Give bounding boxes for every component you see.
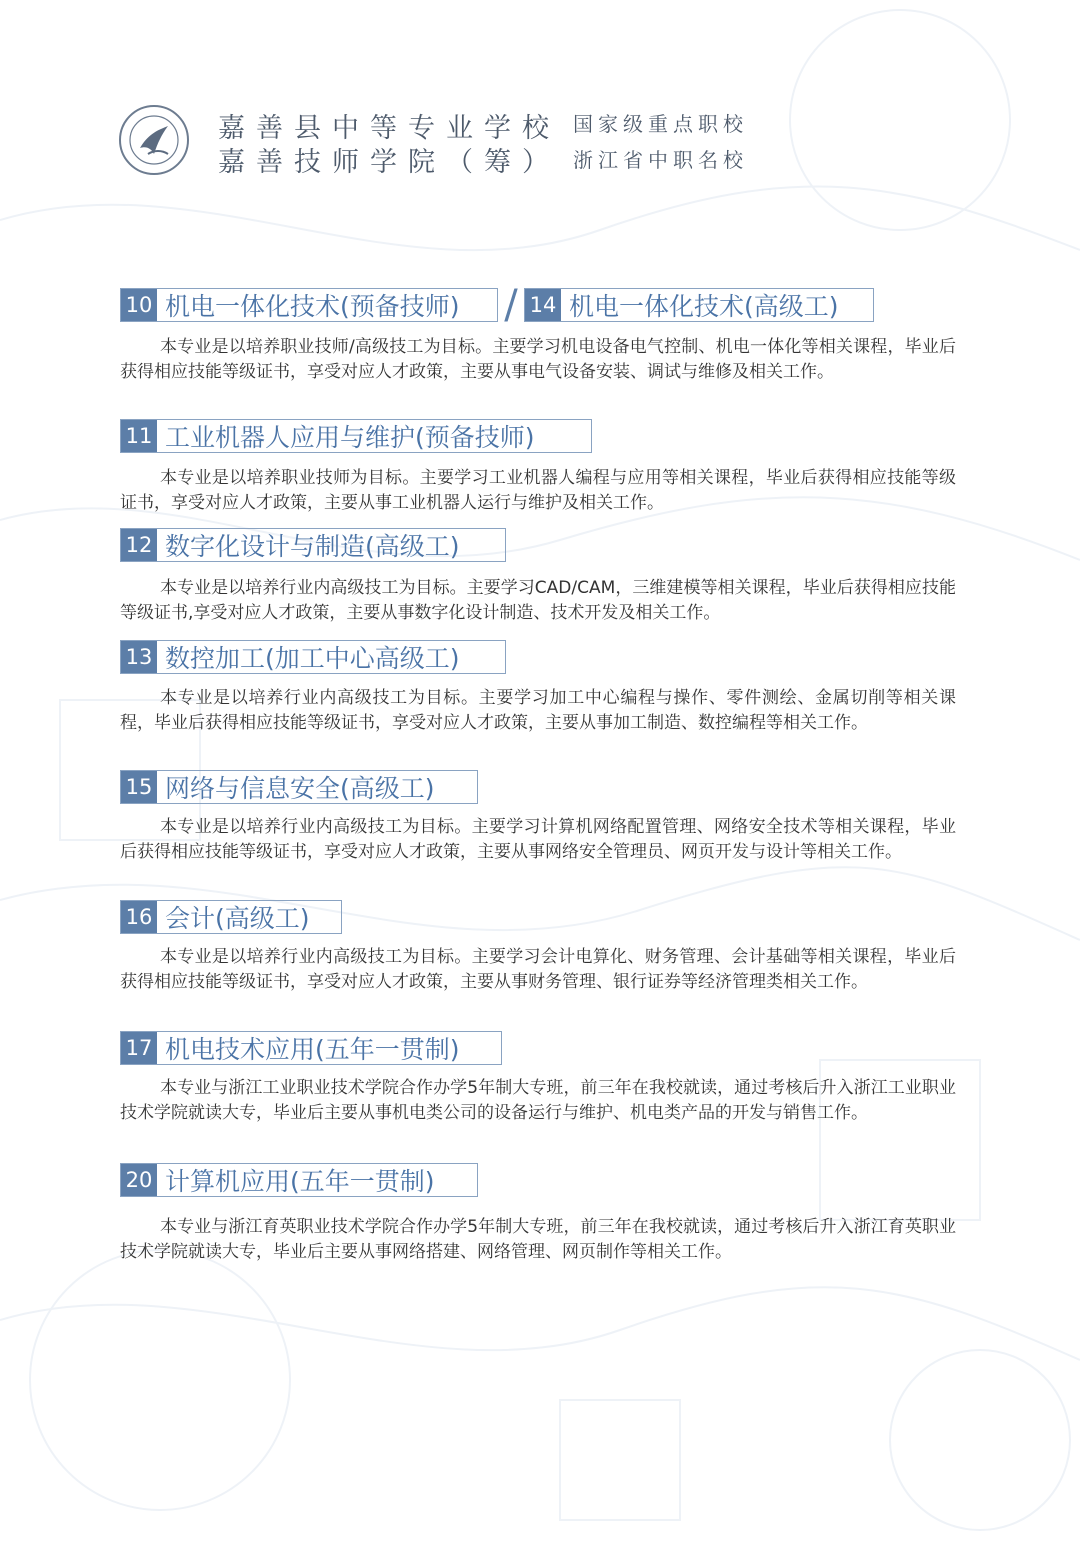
honor-national-key: 国家级重点职校 bbox=[573, 112, 748, 136]
section-title-text: 计算机应用(五年一贯制) bbox=[165, 1167, 435, 1196]
title-separator: / bbox=[504, 282, 518, 328]
section-title-text: 数控加工(加工中心高级工) bbox=[165, 644, 460, 673]
section-number: 14 bbox=[525, 289, 561, 321]
section-title-text: 数字化设计与制造(高级工) bbox=[165, 532, 460, 561]
section-title-text: 机电技术应用(五年一贯制) bbox=[165, 1035, 460, 1064]
section-description: 本专业与浙江育英职业技术学院合作办学5年制大专班，前三年在我校就读，通过考核后升入浙江育英职业技术学院就读大专，毕业后主要从事网络搭建、网络管理、网页制作等相关工作。 bbox=[120, 1217, 956, 1262]
section-number: 20 bbox=[121, 1164, 157, 1196]
section-title-text: 工业机器人应用与维护(预备技师) bbox=[165, 423, 535, 452]
section-number: 13 bbox=[121, 641, 157, 673]
section-description: 本专业是以培养行业内高级技工为目标。主要学习CAD/CAM，三维建模等相关课程，毕业后获得相应技能等级证书,享受对应人才政策，主要从事数字化设计制造、技术开发及相关工作。 bbox=[120, 578, 956, 623]
title-box bbox=[120, 528, 506, 562]
section-description: 本专业与浙江工业职业技术学院合作办学5年制大专班，前三年在我校就读，通过考核后升入浙江工业职业技术学院就读大专，毕业后主要从事机电类公司的设备运行与维护、机电类产品的开发与销售工作。 bbox=[120, 1078, 956, 1123]
section-title-20 bbox=[120, 1163, 478, 1197]
school-name-line2: 嘉善技师学院（筹） bbox=[218, 147, 560, 178]
section-title-10-14 bbox=[120, 282, 874, 328]
title-box bbox=[120, 900, 342, 934]
title-box bbox=[120, 1031, 502, 1065]
section-description: 本专业是以培养职业技师为目标。主要学习工业机器人编程与应用等相关课程，毕业后获得相应技能等级证书，享受对应人才政策，主要从事工业机器人运行与维护及相关工作。 bbox=[120, 468, 956, 513]
section-number: 10 bbox=[121, 289, 157, 321]
title-box bbox=[120, 288, 498, 322]
section-number: 11 bbox=[121, 420, 157, 452]
title-box bbox=[120, 1163, 478, 1197]
title-box bbox=[120, 770, 478, 804]
section-title-16 bbox=[120, 900, 342, 934]
title-box bbox=[524, 288, 874, 322]
section-title-15 bbox=[120, 770, 478, 804]
section-description: 本专业是以培养行业内高级技工为目标。主要学习计算机网络配置管理、网络安全技术等相关课程，毕业后获得相应技能等级证书，享受对应人才政策，主要从事网络安全管理员、网页开发与设计等相关工作。 bbox=[120, 817, 956, 862]
section-number: 17 bbox=[121, 1032, 157, 1064]
section-number: 16 bbox=[121, 901, 157, 933]
section-description: 本专业是以培养职业技师/高级技工为目标。主要学习机电设备电气控制、机电一体化等相关课程，毕业后获得相应技能等级证书，享受对应人才政策，主要从事电气设备安装、调试与维修及相关工作。 bbox=[120, 337, 956, 382]
section-description: 本专业是以培养行业内高级技工为目标。主要学习加工中心编程与操作、零件测绘、金属切削等相关课程，毕业后获得相应技能等级证书，享受对应人才政策，主要从事加工制造、数控编程等相关工作。 bbox=[120, 688, 956, 733]
honor-zhejiang-famous: 浙江省中职名校 bbox=[573, 148, 748, 172]
section-title-11 bbox=[120, 419, 592, 453]
school-name-line1: 嘉善县中等专业学校 bbox=[218, 113, 560, 144]
section-title-12 bbox=[120, 528, 506, 562]
section-title-text: 会计(高级工) bbox=[165, 904, 310, 933]
section-description: 本专业是以培养行业内高级技工为目标。主要学习会计电算化、财务管理、会计基础等相关课程，毕业后获得相应技能等级证书，享受对应人才政策，主要从事财务管理、银行证券等经济管理类相关工作。 bbox=[120, 947, 956, 992]
title-box bbox=[120, 640, 506, 674]
section-title-13 bbox=[120, 640, 506, 674]
section-title-text: 机电一体化技术(预备技师) bbox=[165, 292, 460, 321]
section-title-text: 网络与信息安全(高级工) bbox=[165, 774, 435, 803]
section-title-17 bbox=[120, 1031, 502, 1065]
title-box bbox=[120, 419, 592, 453]
section-number: 15 bbox=[121, 771, 157, 803]
section-title-text: 机电一体化技术(高级工) bbox=[569, 292, 839, 321]
section-number: 12 bbox=[121, 529, 157, 561]
